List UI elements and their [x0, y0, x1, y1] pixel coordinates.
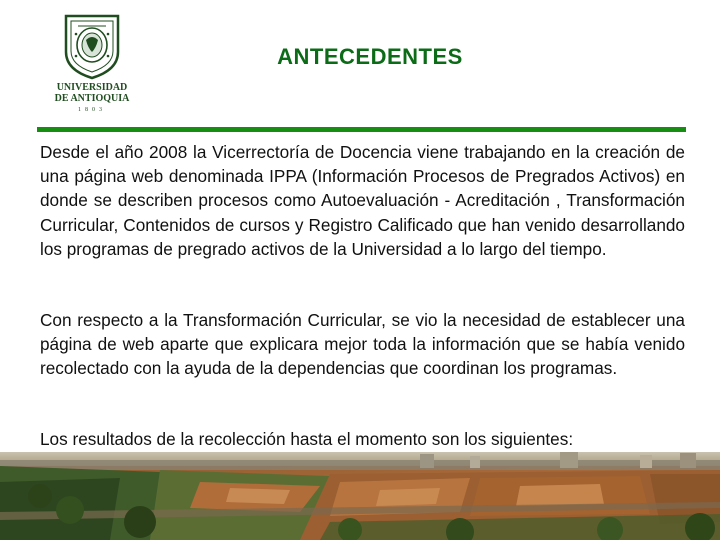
campus-aerial-image — [0, 452, 720, 540]
paragraph-curricular-transformation: Con respecto a la Transformación Curricular, se vio la necesidad de establecer una página de web aparte que explicara mejor toda la información que se había venido recolectado con la ayuda de la dependencias que coordinan los programas. — [40, 310, 685, 379]
university-seal-icon — [52, 12, 132, 80]
university-logo — [52, 12, 132, 122]
logo-text-line2: DE ANTIOQUIA — [54, 93, 130, 104]
slide-title: ANTECEDENTES — [277, 44, 463, 69]
paragraph-history: Desde el año 2008 la Vicerrectoría de Docencia viene trabajando en la creación de una página web denominada IPPA (Información Procesos de Pregrados Activos) en donde se describen procesos como Autoevaluación - Acreditación , Transformación Curricular, Contenidos de cursos y Registro Calificado que han venido desarrollando los programas de pregrado activos de la Universidad a lo largo del tiempo. — [40, 142, 685, 259]
campus-photo — [0, 452, 720, 540]
logo-text-line1: UNIVERSIDAD — [56, 82, 128, 93]
title-divider — [37, 127, 686, 132]
logo-year: 1803 — [78, 107, 106, 113]
paragraph-results-intro: Los resultados de la recolección hasta el momento son los siguientes: — [40, 429, 574, 449]
